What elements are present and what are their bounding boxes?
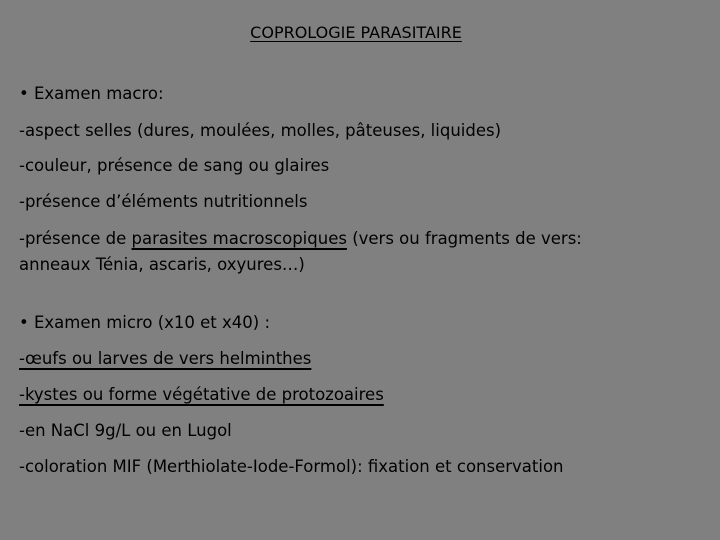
micro-heading: • Examen micro (x10 et x40) :	[19, 313, 271, 332]
macro-item-elements: -présence d’éléments nutritionnels	[19, 192, 308, 211]
micro-item-nacl: -en NaCl 9g/L ou en Lugol	[19, 421, 232, 440]
micro-item-oeufs	[19, 349, 311, 368]
micro-item-kystes	[19, 385, 384, 404]
macro-item-parasites	[19, 229, 582, 248]
macro-heading: • Examen macro:	[19, 84, 164, 103]
micro-item-kystes-text: -kystes ou forme végétative de protozoaires	[19, 385, 384, 404]
slide-title: COPROLOGIE PARASITAIRE	[250, 23, 462, 42]
parasites-underlined: parasites macroscopiques	[131, 229, 347, 248]
micro-item-oeufs-text: -œufs ou larves de vers helminthes	[19, 349, 312, 368]
macro-item-parasites-line2: anneaux Ténia, ascaris, oxyures…)	[19, 255, 305, 274]
parasites-prefix: -présence de	[19, 229, 132, 248]
macro-item-aspect: -aspect selles (dures, moulées, molles, pâteuses, liquides)	[19, 121, 502, 140]
parasites-suffix: (vers ou fragments de vers:	[346, 229, 582, 248]
macro-item-couleur: -couleur, présence de sang ou glaires	[19, 156, 330, 175]
micro-item-coloration: -coloration MIF (Merthiolate-Iode-Formol): fixation et conservation	[19, 457, 564, 476]
